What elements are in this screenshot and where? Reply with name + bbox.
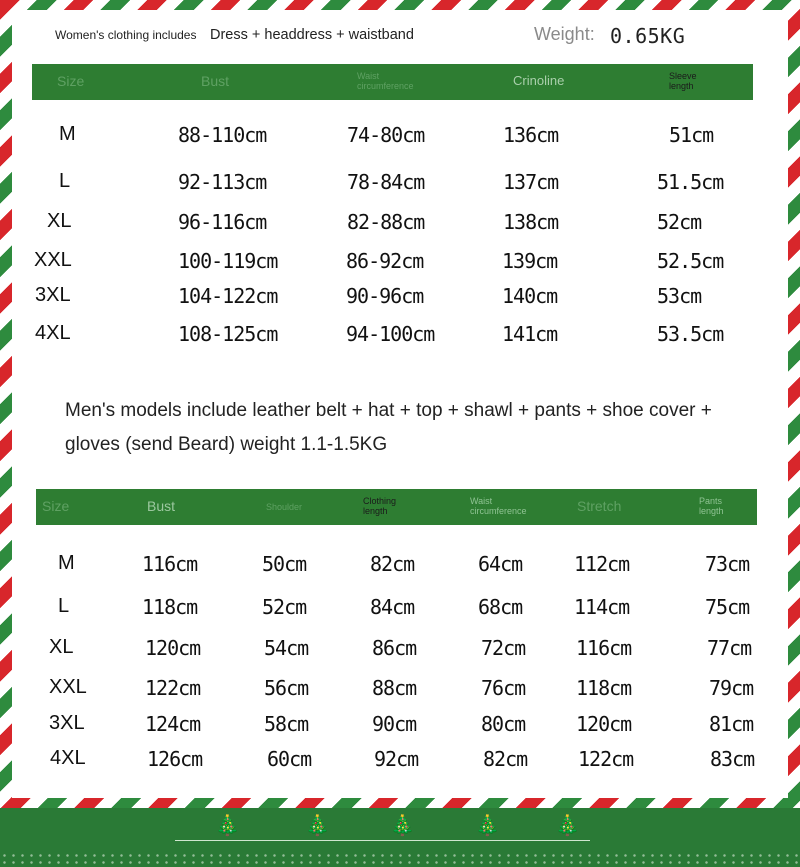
men-cell-stretch: 112cm bbox=[574, 552, 630, 576]
women-cell-waist: 90-96cm bbox=[346, 284, 424, 308]
men-cell-size: XXL bbox=[49, 676, 87, 698]
women-cell-bust: 108-125cm bbox=[178, 322, 278, 346]
men-cell-waist: 64cm bbox=[478, 552, 523, 576]
men-cell-waist: 72cm bbox=[481, 636, 526, 660]
men-cell-size: XL bbox=[49, 636, 74, 658]
women-header-waist: Waist circumference bbox=[357, 71, 414, 91]
women-cell-waist: 74-80cm bbox=[347, 123, 425, 147]
men-header-pants-length: Pants length bbox=[699, 496, 724, 516]
men-header-bust: Bust bbox=[147, 498, 176, 514]
women-table-header bbox=[32, 64, 753, 100]
women-header-crinoline: Crinoline bbox=[513, 73, 565, 88]
men-cell-pants-length: 75cm bbox=[705, 595, 750, 619]
men-cell-pants-length: 77cm bbox=[707, 636, 752, 660]
women-cell-size: XXL bbox=[34, 249, 72, 271]
men-cell-clothing-length: 92cm bbox=[374, 747, 419, 771]
men-cell-pants-length: 73cm bbox=[705, 552, 750, 576]
men-cell-clothing-length: 90cm bbox=[372, 712, 417, 736]
women-cell-bust: 92-113cm bbox=[178, 170, 267, 194]
women-header-sleeve: Sleeve length bbox=[669, 71, 697, 91]
women-cell-waist: 86-92cm bbox=[346, 249, 424, 273]
men-cell-pants-length: 81cm bbox=[709, 712, 754, 736]
men-cell-shoulder: 50cm bbox=[262, 552, 307, 576]
women-cell-bust: 88-110cm bbox=[178, 123, 267, 147]
men-cell-bust: 116cm bbox=[142, 552, 198, 576]
snow-decoration bbox=[0, 852, 800, 867]
women-cell-size: M bbox=[59, 123, 76, 145]
women-cell-sleeve: 52.5cm bbox=[657, 249, 724, 273]
women-cell-crinoline: 138cm bbox=[503, 210, 559, 234]
tree-icon: 🎄 bbox=[305, 815, 330, 837]
women-cell-sleeve: 51.5cm bbox=[657, 170, 724, 194]
women-cell-sleeve: 51cm bbox=[669, 123, 714, 147]
women-cell-size: XL bbox=[47, 210, 72, 232]
men-table-header bbox=[36, 489, 757, 525]
women-cell-crinoline: 141cm bbox=[502, 322, 558, 346]
size-chart-card bbox=[12, 10, 788, 798]
men-cell-bust: 122cm bbox=[145, 676, 201, 700]
men-cell-stretch: 116cm bbox=[576, 636, 632, 660]
women-intro-items: Dress + headdress + waistband bbox=[210, 27, 414, 43]
men-cell-shoulder: 58cm bbox=[264, 712, 309, 736]
men-cell-bust: 118cm bbox=[142, 595, 198, 619]
men-cell-clothing-length: 88cm bbox=[372, 676, 417, 700]
women-cell-size: L bbox=[59, 170, 71, 192]
women-cell-crinoline: 137cm bbox=[503, 170, 559, 194]
women-cell-bust: 100-119cm bbox=[178, 249, 278, 273]
men-cell-clothing-length: 86cm bbox=[372, 636, 417, 660]
women-cell-crinoline: 140cm bbox=[502, 284, 558, 308]
men-header-shoulder: Shoulder bbox=[266, 502, 303, 512]
men-cell-stretch: 120cm bbox=[576, 712, 632, 736]
men-cell-waist: 80cm bbox=[481, 712, 526, 736]
men-cell-stretch: 114cm bbox=[574, 595, 630, 619]
tree-icon: 🎄 bbox=[215, 815, 240, 837]
men-cell-shoulder: 52cm bbox=[262, 595, 307, 619]
women-cell-bust: 96-116cm bbox=[178, 210, 267, 234]
men-header-clothing-length: Clothing length bbox=[363, 496, 397, 516]
women-cell-size: 4XL bbox=[35, 322, 71, 344]
men-cell-stretch: 118cm bbox=[576, 676, 632, 700]
tree-icon: 🎄 bbox=[390, 815, 415, 837]
women-header-size: Size bbox=[57, 73, 85, 89]
women-cell-bust: 104-122cm bbox=[178, 284, 278, 308]
women-cell-sleeve: 53cm bbox=[657, 284, 702, 308]
women-cell-waist: 82-88cm bbox=[347, 210, 425, 234]
men-cell-size: 3XL bbox=[49, 712, 85, 734]
men-header-size: Size bbox=[42, 498, 70, 514]
men-cell-pants-length: 83cm bbox=[710, 747, 755, 771]
men-cell-waist: 82cm bbox=[483, 747, 528, 771]
men-cell-stretch: 122cm bbox=[578, 747, 634, 771]
men-cell-clothing-length: 82cm bbox=[370, 552, 415, 576]
men-cell-bust: 126cm bbox=[147, 747, 203, 771]
men-header-waist: Waist circumference bbox=[470, 496, 527, 516]
men-cell-bust: 124cm bbox=[145, 712, 201, 736]
tree-decoration-row bbox=[175, 808, 590, 841]
men-cell-shoulder: 56cm bbox=[264, 676, 309, 700]
men-cell-size: L bbox=[58, 595, 70, 617]
women-header-bust: Bust bbox=[201, 73, 230, 89]
men-cell-shoulder: 54cm bbox=[264, 636, 309, 660]
men-cell-waist: 68cm bbox=[478, 595, 523, 619]
women-cell-size: 3XL bbox=[35, 284, 71, 306]
men-cell-size: 4XL bbox=[50, 747, 86, 769]
men-header-stretch: Stretch bbox=[577, 498, 622, 514]
tree-icon: 🎄 bbox=[555, 815, 580, 837]
tree-icon: 🎄 bbox=[475, 815, 500, 837]
men-cell-size: M bbox=[58, 552, 75, 574]
women-cell-crinoline: 139cm bbox=[502, 249, 558, 273]
women-intro-label: Women's clothing includes bbox=[55, 28, 197, 42]
women-cell-crinoline: 136cm bbox=[503, 123, 559, 147]
men-cell-clothing-length: 84cm bbox=[370, 595, 415, 619]
women-cell-waist: 94-100cm bbox=[346, 322, 435, 346]
women-cell-sleeve: 52cm bbox=[657, 210, 702, 234]
men-cell-pants-length: 79cm bbox=[709, 676, 754, 700]
men-cell-bust: 120cm bbox=[145, 636, 201, 660]
women-weight-label: Weight: bbox=[534, 24, 595, 44]
men-intro-text: Men's models include leather belt + hat + top + shawl + pants + shoe cover + gloves (send Beard) weight 1.1-1.5KG bbox=[65, 400, 712, 455]
men-cell-waist: 76cm bbox=[481, 676, 526, 700]
women-cell-sleeve: 53.5cm bbox=[657, 322, 724, 346]
men-cell-shoulder: 60cm bbox=[267, 747, 312, 771]
women-cell-waist: 78-84cm bbox=[347, 170, 425, 194]
women-weight-value: 0.65KG bbox=[610, 24, 686, 48]
